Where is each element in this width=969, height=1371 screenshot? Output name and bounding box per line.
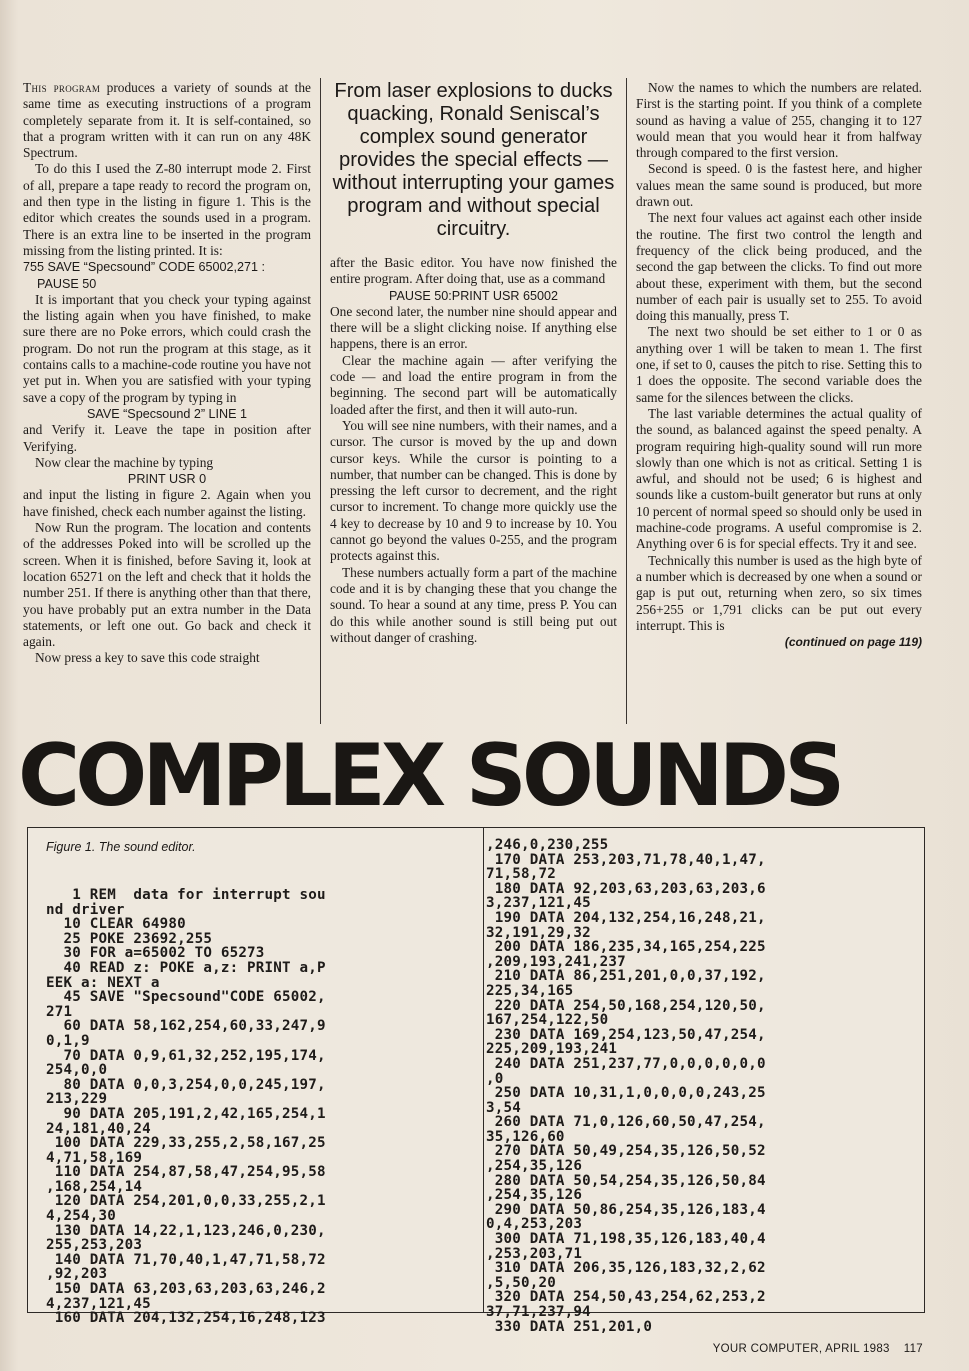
page-number: 117 (903, 1343, 923, 1355)
listing-line: 190 DATA 204,132,254,16,248,21, (486, 909, 766, 926)
listing-line: 32,191,29,32 (486, 924, 591, 941)
code-line: PAUSE 50 (37, 276, 97, 291)
paragraph: The last variable determines the actual quality of the sound, as balanced against the speed penalty. A program requiring high-quality sound will run more slowly than one which is not as critical. Setting 1 is awful, and should not be used; 6 is highest and sounds like a custom-built generator but runs at only 10 percent of normal speed so should only be used in machine-code programs. A useful compromise is 2. Anything over 6 is for special effects. Try it and see. (636, 405, 922, 552)
listing-line: 30 FOR a=65002 TO 65273 (46, 945, 265, 962)
magazine-issue: YOUR COMPUTER, APRIL 1983 (712, 1343, 890, 1355)
listing-line: 35,126,60 (486, 1128, 565, 1145)
listing-line: 330 DATA 251,201,0 (486, 1318, 653, 1335)
listing-line: ,246,0,230,255 (486, 837, 609, 853)
code-line: PAUSE 50:PRINT USR 65002 (389, 288, 558, 303)
listing-line: 290 DATA 50,86,254,35,126,183,4 (486, 1201, 766, 1218)
listing-line: 0,1,9 (46, 1032, 90, 1049)
paragraph: You will see nine numbers, with their names, and a cursor. The cursor is moved by the up and down cursor keys. While the cursor is pointing to a number, that number can be changed. This is done by pressing the left cursor to decrement, and the right cursor to increment. To change more quickly use the 4 key to decrease by 10 and 9 to increase by 10. You cannot go beyond the values 0-255, and the program protects against this. (330, 417, 617, 564)
listing-line: 213,229 (46, 1091, 108, 1108)
listing-line: 300 DATA 71,198,35,126,183,40,4 (486, 1231, 766, 1248)
listing-line: 25 POKE 23692,255 (46, 930, 213, 947)
paragraph: The next two should be set either to 1 or 0 as anything over 1 will be taken to mean 1. The first one, if set to 0, causes the pitch to rise. Setting this to 1 does the opposite. The second variable does the same for the silences between the clicks. (636, 324, 922, 405)
listing-line: 130 DATA 14,22,1,123,246,0,230, (46, 1222, 326, 1239)
listing-line: 40 READ z: POKE a,z: PRINT a,P (46, 959, 326, 976)
listing-line: ,254,35,126 (486, 1187, 583, 1204)
lead-in: This program (23, 80, 101, 95)
paragraph: These numbers actually form a part of the machine code and it is by changing these that you change the sound. To hear a sound at any time, press P. You can do this while another sound is still being put out without danger of crashing. (330, 564, 617, 645)
listing-line: 180 DATA 92,203,63,203,63,203,6 (486, 880, 766, 897)
listing-line: 270 DATA 50,49,254,35,126,50,52 (486, 1143, 766, 1160)
listing-line: ,209,193,241,237 (486, 953, 626, 970)
paragraph: Now clear the machine by typing (35, 454, 214, 470)
listing-line: 4,237,121,45 (46, 1295, 151, 1312)
listing-line: 1 REM data for interrupt sou (46, 887, 326, 903)
listing-line: ,168,254,14 (46, 1178, 143, 1195)
listing-line: 3,54 (486, 1099, 521, 1116)
listing-line: 120 DATA 254,201,0,0,33,255,2,1 (46, 1193, 326, 1210)
listing-line: 37,71,237,94 (486, 1304, 591, 1320)
listing-line: 10 CLEAR 64980 (46, 916, 186, 933)
article-column-3 (636, 80, 922, 650)
listing-line: 3,237,121,45 (486, 895, 591, 912)
listing-line: 210 DATA 86,251,201,0,0,37,192, (486, 968, 766, 985)
listing-line: 240 DATA 251,237,77,0,0,0,0,0,0 (486, 1055, 766, 1072)
listing-line: 4,254,30 (46, 1208, 116, 1225)
code-line: SAVE “Specsound 2” LINE 1 (86, 406, 248, 421)
listing-line: 230 DATA 169,254,123,50,47,254, (486, 1026, 766, 1043)
listing-line: ,0 (486, 1070, 504, 1087)
listing-line: 225,209,193,241 (486, 1041, 618, 1058)
listing-line: 90 DATA 205,191,2,42,165,254,1 (46, 1105, 326, 1122)
listing-line: nd driver (46, 901, 125, 918)
listing-line: 225,34,165 (486, 982, 574, 999)
listing-line: 140 DATA 71,70,40,1,47,71,58,72 (46, 1251, 326, 1268)
continued-note: (continued on page 119) (784, 635, 922, 650)
headline: COMPLEX SOUNDS (18, 726, 841, 826)
listing-line: 170 DATA 253,203,71,78,40,1,47, (486, 851, 766, 868)
listing-line: 110 DATA 254,87,58,47,254,95,58 (46, 1164, 326, 1181)
paragraph: It is important that you check your typing against the listing again when you have finished, to make sure there are no Poke errors, which could crash the program. Do not run the program at this stage, as it contains calls to a machine-code routine you have not yet put in. When you are satisfied with your typing save a copy of the program by typing in (23, 291, 311, 405)
listing-line: 271 (46, 1003, 73, 1020)
paragraph: The next four values act against each other inside the routine. The first two control the length and frequency of the click being produced, and the second the gap between the clicks. To find out more about these, experiment with them, but the second number of each pair is usually set to 255. To avoid doing this manually, press T. (636, 210, 922, 324)
paragraph: One second later, the number nine should appear and there will be a slight clicking noise. If anything else happens, there is an error. (330, 303, 617, 352)
program-listing-right (486, 838, 766, 1334)
paragraph: and Verify it. Leave the tape in position after Verifying. (23, 422, 311, 454)
listing-line: 220 DATA 254,50,168,254,120,50, (486, 997, 766, 1014)
listing-line: 200 DATA 186,235,34,165,254,225 (486, 939, 766, 956)
listing-line: ,5,50,20 (486, 1274, 556, 1291)
figure-divider (483, 827, 484, 1313)
listing-line: 167,254,122,50 (486, 1012, 609, 1029)
paragraph: and input the listing in figure 2. Again when you have finished, check each number against the listing. (23, 487, 311, 519)
article-column-2 (330, 80, 617, 646)
listing-line: EEK a: NEXT a (46, 974, 160, 991)
listing-line: 160 DATA 204,132,254,16,248,123 (46, 1310, 326, 1327)
listing-line: 310 DATA 206,35,126,183,32,2,62 (486, 1260, 766, 1277)
code-line: PRINT USR 0 (127, 472, 207, 487)
listing-line: 150 DATA 63,203,63,203,63,246,2 (46, 1281, 326, 1298)
listing-line: 24,181,40,24 (46, 1120, 151, 1137)
paragraph: Now the names to which the numbers are related. First is the starting point. If you think of a complete sound as having a value of 255, changing it to 127 would mean that you would hear it from halfway through compared to the first version. (636, 80, 922, 161)
column-rule (320, 78, 321, 724)
paragraph: after the Basic editor. You have now finished the entire program. After doing that, use as a command (330, 255, 617, 287)
listing-line: 0,4,253,203 (486, 1216, 583, 1233)
listing-line: 70 DATA 0,9,61,32,252,195,174, (46, 1047, 326, 1064)
listing-line: 320 DATA 254,50,43,254,62,253,2 (486, 1289, 766, 1306)
program-listing-left (46, 888, 326, 1326)
listing-line: ,254,35,126 (486, 1158, 583, 1175)
listing-line: 4,71,58,169 (46, 1149, 143, 1166)
paragraph: Now Run the program. The location and contents of the addresses Poked into will be scrolled up the screen. When it is finished, before Saving it, look at location 65271 on the left and check that it holds the number 251. If there is anything other than that there, you have probably put an extra number in the Data statements, or left one out. Go back and check it again. (23, 520, 311, 650)
listing-line: 80 DATA 0,0,3,254,0,0,245,197, (46, 1076, 326, 1093)
column-rule (626, 78, 627, 724)
paragraph: Technically this number is used as the high byte of a number which is decreased by one when a sound or gap is put out, returning when zero, so six times 256+255 or 1,791 clicks can be put out every interrupt. This is (636, 552, 922, 633)
paragraph: Clear the machine again — after verifying the code — and load the entire program in from the beginning. The second part will be automatically loaded after the first, and then it will auto-run. (330, 352, 617, 417)
listing-line: 280 DATA 50,54,254,35,126,50,84 (486, 1172, 766, 1189)
paragraph: To do this I used the Z-80 interrupt mode 2. First of all, prepare a tape ready to record the program on, and then type in the listing in figure 1. This is the editor which creates the sounds used in a program. There is an extra line to be inserted in the program missing from the listing printed. It is: (23, 161, 311, 258)
standfirst: From laser explosions to ducks quacking, Ronald Seniscal’s complex sound generator provides the special effects — without interrupting your games program and without special circuitry. (332, 80, 615, 240)
listing-line: ,253,203,71 (486, 1245, 583, 1262)
paragraph-text: produces a variety of sounds at the same time as executing instructions of a program completely separate from it. It is self-contained, so that a program written with it can run on any 48K Spectrum. (23, 80, 311, 161)
code-line: 755 SAVE “Specsound” CODE 65002,271 : (23, 260, 265, 275)
listing-line: 255,253,203 (46, 1237, 143, 1254)
paragraph (23, 80, 311, 161)
listing-line: 71,58,72 (486, 866, 556, 883)
figure-caption: Figure 1. The sound editor. (46, 840, 196, 854)
article-column-1 (23, 80, 311, 667)
listing-line: 100 DATA 229,33,255,2,58,167,25 (46, 1135, 326, 1152)
paragraph: Second is speed. 0 is the fastest here, and higher values mean the same sound is produced, but more drawn out. (636, 161, 922, 210)
listing-line: ,92,203 (46, 1266, 108, 1283)
paragraph: Now press a key to save this code straight (35, 650, 260, 666)
listing-line: 60 DATA 58,162,254,60,33,247,9 (46, 1018, 326, 1035)
page-footer (699, 1343, 923, 1355)
listing-line: 254,0,0 (46, 1062, 108, 1079)
listing-line: 45 SAVE "Specsound"CODE 65002, (46, 989, 326, 1006)
listing-line: 260 DATA 71,0,126,60,50,47,254, (486, 1114, 766, 1131)
listing-line: 250 DATA 10,31,1,0,0,0,0,243,25 (486, 1085, 766, 1102)
